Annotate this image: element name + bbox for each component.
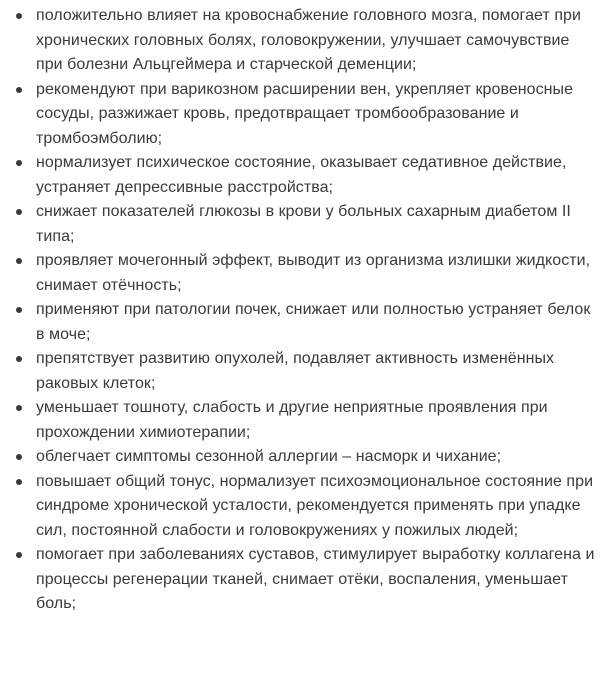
bullet-icon	[16, 405, 22, 411]
bullet-icon	[16, 307, 22, 313]
list-item-text: применяют при патологии почек, снижает или полностью устраняет белок в моче;	[36, 301, 591, 343]
list-item-text: нормализует психическое состояние, оказывает седативное действие, устраняет депрессивные расстройства;	[36, 154, 567, 196]
list-item-text: облегчает симптомы сезонной аллергии – насморк и чихание;	[36, 448, 502, 465]
list-item-text: повышает общий тонус, нормализует психоэмоциональное состояние при синдроме хронической усталости, рекомендуется применять при упадке сил, постоянной слабости и головокружениях у пожилых людей;	[36, 472, 594, 539]
list-item	[0, 151, 602, 200]
list-item	[0, 4, 602, 78]
list-item-text: снижает показателей глюкозы в крови у больных сахарным диабетом II типа;	[36, 203, 571, 245]
bullet-icon	[16, 258, 22, 264]
list-item-text: положительно влияет на кровоснабжение головного мозга, помогает при хронических головных болях, головокружении, улучшает самочувствие при болезни Альцгеймера и старческой деменции;	[36, 7, 581, 73]
list-item-text: помогает при заболеваниях суставов, стимулирует выработку коллагена и процессы регенерации тканей, снимает отёки, воспаления, уменьшает боль;	[36, 546, 595, 612]
list-item-text: рекомендуют при варикозном расширении вен, укрепляет кровеносные сосуды, разжижает кровь, предотвращает тромбообразование и тромбоэмболию;	[36, 80, 574, 147]
list-item	[0, 396, 602, 445]
bullet-icon	[16, 160, 22, 166]
bullet-icon	[16, 454, 22, 460]
bullet-icon	[16, 356, 22, 362]
list-item-text: препятствует развитию опухолей, подавляет активность изменённых раковых клеток;	[36, 350, 555, 392]
list-item-text: проявляет мочегонный эффект, выводит из организма излишки жидкости, снимает отёчность;	[36, 252, 591, 294]
list-item	[0, 347, 602, 396]
list-item-text: уменьшает тошноту, слабость и другие неприятные проявления при прохождении химиотерапии;	[36, 399, 548, 441]
list-item	[0, 445, 602, 470]
bullet-icon	[16, 13, 22, 19]
bullet-icon	[16, 552, 22, 558]
list-item	[0, 298, 602, 347]
list-item	[0, 200, 602, 249]
list-item	[0, 249, 602, 298]
bullet-icon	[16, 479, 22, 485]
bullet-icon	[16, 87, 22, 93]
list-item	[0, 78, 602, 152]
list-item	[0, 470, 602, 544]
bullet-icon	[16, 209, 22, 215]
list-item	[0, 543, 602, 617]
